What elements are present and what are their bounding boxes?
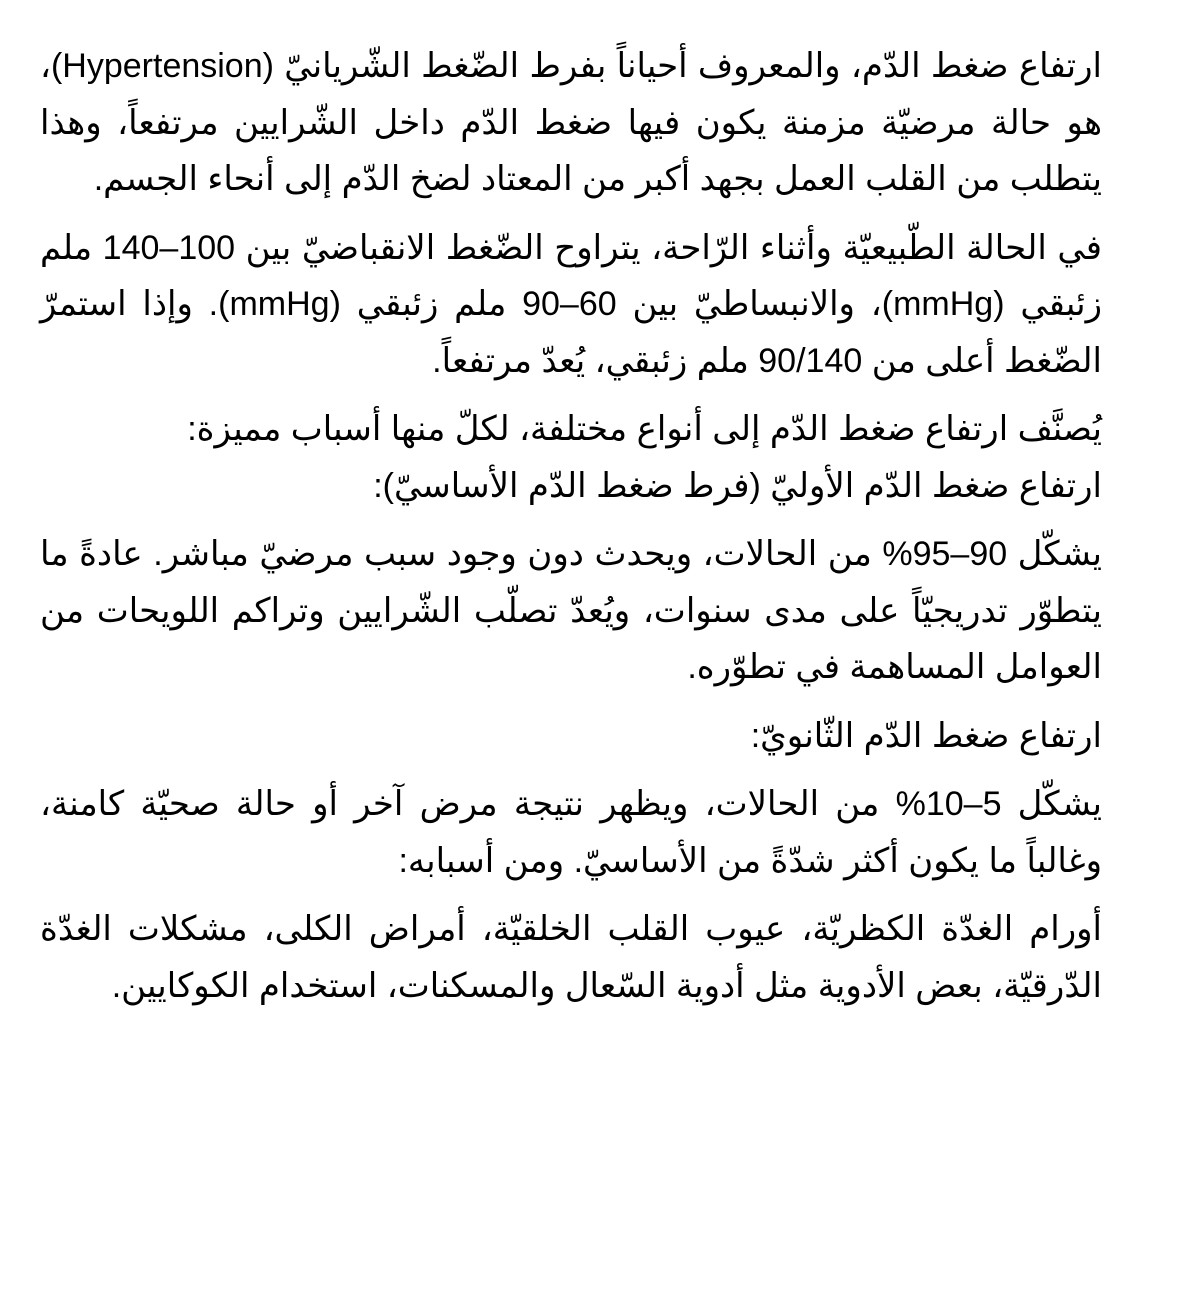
paragraph-primary-description: يشكّل 90–95% من الحالات، ويحدث دون وجود سبب مرضيّ مباشر. عادةً ما يتطوّر تدريجيّاً على مدى سنوات، ويُعدّ تصلّب الشّرايين وتراكم اللويحات من العوامل المساهمة في تطوّره. (40, 535, 1102, 686)
paragraph-secondary-description: يشكّل 5–10% من الحالات، ويظهر نتيجة مرض آخر أو حالة صحيّة كامنة، وغالباً ما يكون أكثر شدّةً من الأساسيّ. ومن أسبابه: (40, 785, 1103, 880)
heading-secondary-hypertension: ارتفاع ضغط الدّم الثّانويّ: (750, 716, 1102, 755)
paragraph-classification: يُصنَّف ارتفاع ضغط الدّم إلى أنواع مختلفة، لكلّ منها أسباب مميزة: (187, 410, 1102, 448)
paragraph-definition: ارتفاع ضغط الدّم، والمعروف أحياناً بفرط الضّغط الشّريانيّ (Hypertension)، هو حالة مرضيّة مزمنة يكون فيها ضغط الدّم داخل الشّرايين مرتفعاً، وهذا يتطلب من القلب العمل بجهد أكبر من المعتاد لضخ الدّم إلى أنحاء الجسم. (40, 47, 1102, 198)
heading-primary-hypertension: ارتفاع ضغط الدّم الأوليّ (فرط ضغط الدّم الأساسيّ): (373, 466, 1102, 505)
document-body (40, 38, 1102, 1026)
paragraph-secondary-causes: أورام الغدّة الكظريّة، عيوب القلب الخلقيّة، أمراض الكلى، مشكلات الغدّة الدّرقيّة، بعض الأدوية مثل أدوية السّعال والمسكنات، استخدام الكوكايين. (40, 910, 1102, 1005)
paragraph-normal-ranges: في الحالة الطّبيعيّة وأثناء الرّاحة، يتراوح الضّغط الانقباضيّ بين 100–140 ملم زئبقي (mmHg)، والانبساطيّ بين 60–90 ملم زئبقي (mmHg). وإذا استمرّ الضّغط أعلى من 90/140 ملم زئبقي، يُعدّ مرتفعاً. (40, 228, 1102, 380)
